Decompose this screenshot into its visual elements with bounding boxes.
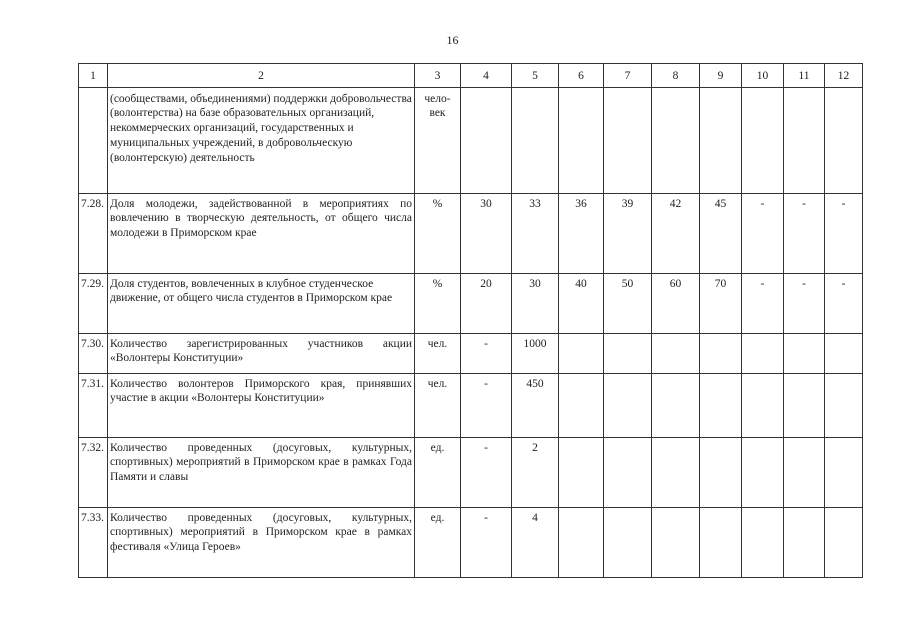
table-row xyxy=(79,373,863,437)
column-header: 12 xyxy=(825,64,863,88)
value-cell xyxy=(559,507,604,577)
value-cell xyxy=(559,437,604,507)
value-cell xyxy=(652,87,700,193)
table-row xyxy=(79,87,863,193)
value-cell: 450 xyxy=(512,373,559,437)
page-number: 16 xyxy=(446,33,459,47)
value-cell xyxy=(784,87,825,193)
value-cell: 45 xyxy=(700,193,742,273)
value-cell: - xyxy=(742,273,784,333)
column-header: 11 xyxy=(784,64,825,88)
value-cell: - xyxy=(742,193,784,273)
indicator-name: Количество волонтеров Приморского края, принявших участие в акции «Волонтеры Конституции» xyxy=(108,373,415,437)
row-number: 7.32. xyxy=(79,437,108,507)
value-cell xyxy=(700,333,742,373)
value-cell xyxy=(742,373,784,437)
value-cell xyxy=(652,507,700,577)
unit-cell: чело- век xyxy=(415,87,461,193)
value-cell xyxy=(700,87,742,193)
unit-cell: ед. xyxy=(415,437,461,507)
value-cell xyxy=(742,437,784,507)
value-cell: 50 xyxy=(604,273,652,333)
value-cell xyxy=(512,87,559,193)
value-cell: 2 xyxy=(512,437,559,507)
table-row xyxy=(79,507,863,577)
unit-cell: чел. xyxy=(415,333,461,373)
value-cell: - xyxy=(825,273,863,333)
column-header: 4 xyxy=(461,64,512,88)
value-cell: - xyxy=(461,437,512,507)
value-cell: - xyxy=(461,333,512,373)
value-cell xyxy=(652,373,700,437)
value-cell: - xyxy=(784,193,825,273)
row-number xyxy=(79,87,108,193)
value-cell xyxy=(604,87,652,193)
column-header: 7 xyxy=(604,64,652,88)
indicator-name: Доля молодежи, задействованной в мероприятиях по вовлечению в творческую деятельность, от общего числа молодежи в Приморском крае xyxy=(108,193,415,273)
value-cell xyxy=(742,87,784,193)
column-header: 10 xyxy=(742,64,784,88)
unit-cell: чел. xyxy=(415,373,461,437)
value-cell: 30 xyxy=(461,193,512,273)
value-cell: - xyxy=(461,373,512,437)
value-cell xyxy=(559,333,604,373)
column-header: 6 xyxy=(559,64,604,88)
indicator-name: Количество зарегистрированных участников акции «Волонтеры Конституции» xyxy=(108,333,415,373)
value-cell: 20 xyxy=(461,273,512,333)
value-cell: 36 xyxy=(559,193,604,273)
value-cell xyxy=(700,373,742,437)
value-cell: 60 xyxy=(652,273,700,333)
value-cell: - xyxy=(825,193,863,273)
row-number: 7.33. xyxy=(79,507,108,577)
value-cell xyxy=(652,437,700,507)
unit-cell: % xyxy=(415,273,461,333)
value-cell xyxy=(825,437,863,507)
value-cell: - xyxy=(461,507,512,577)
indicator-name: Количество проведенных (досуговых, культурных, спортивных) мероприятий в Приморском крае в рамках фестиваля «Улица Героев» xyxy=(108,507,415,577)
table-row xyxy=(79,437,863,507)
table-row xyxy=(79,273,863,333)
value-cell: 4 xyxy=(512,507,559,577)
indicator-name: Доля студентов, вовлеченных в клубное студенческое движение, от общего числа студентов в Приморском крае xyxy=(108,273,415,333)
indicators-table xyxy=(78,63,863,578)
value-cell xyxy=(784,437,825,507)
row-number: 7.30. xyxy=(79,333,108,373)
table-header-row xyxy=(79,64,863,88)
row-number: 7.31. xyxy=(79,373,108,437)
indicator-name: Количество проведенных (досуговых, культурных, спортивных) мероприятий в Приморском крае в рамках Года Памяти и славы xyxy=(108,437,415,507)
value-cell xyxy=(784,333,825,373)
value-cell: - xyxy=(784,273,825,333)
row-number: 7.28. xyxy=(79,193,108,273)
column-header: 3 xyxy=(415,64,461,88)
value-cell: 30 xyxy=(512,273,559,333)
table-row xyxy=(79,333,863,373)
value-cell xyxy=(604,373,652,437)
value-cell xyxy=(700,437,742,507)
value-cell xyxy=(784,507,825,577)
value-cell: 1000 xyxy=(512,333,559,373)
column-header: 2 xyxy=(108,64,415,88)
value-cell: 39 xyxy=(604,193,652,273)
unit-cell: % xyxy=(415,193,461,273)
value-cell xyxy=(825,87,863,193)
value-cell xyxy=(825,333,863,373)
value-cell: 40 xyxy=(559,273,604,333)
value-cell xyxy=(604,437,652,507)
value-cell xyxy=(825,507,863,577)
value-cell: 70 xyxy=(700,273,742,333)
column-header: 8 xyxy=(652,64,700,88)
table-row xyxy=(79,193,863,273)
column-header: 5 xyxy=(512,64,559,88)
value-cell xyxy=(700,507,742,577)
value-cell xyxy=(461,87,512,193)
column-header: 1 xyxy=(79,64,108,88)
value-cell xyxy=(604,333,652,373)
column-header: 9 xyxy=(700,64,742,88)
value-cell xyxy=(784,373,825,437)
value-cell xyxy=(604,507,652,577)
value-cell: 33 xyxy=(512,193,559,273)
indicator-name: (сообществами, объединениями) поддержки добровольчества (волонтерства) на базе образовательных организаций, некоммерческих организаций, государственных и муниципальных учреждений, в добровольческую (волонтерскую) деятельность xyxy=(108,87,415,193)
value-cell xyxy=(742,333,784,373)
value-cell xyxy=(559,87,604,193)
value-cell xyxy=(742,507,784,577)
unit-cell: ед. xyxy=(415,507,461,577)
value-cell xyxy=(652,333,700,373)
row-number: 7.29. xyxy=(79,273,108,333)
value-cell xyxy=(825,373,863,437)
value-cell xyxy=(559,373,604,437)
value-cell: 42 xyxy=(652,193,700,273)
